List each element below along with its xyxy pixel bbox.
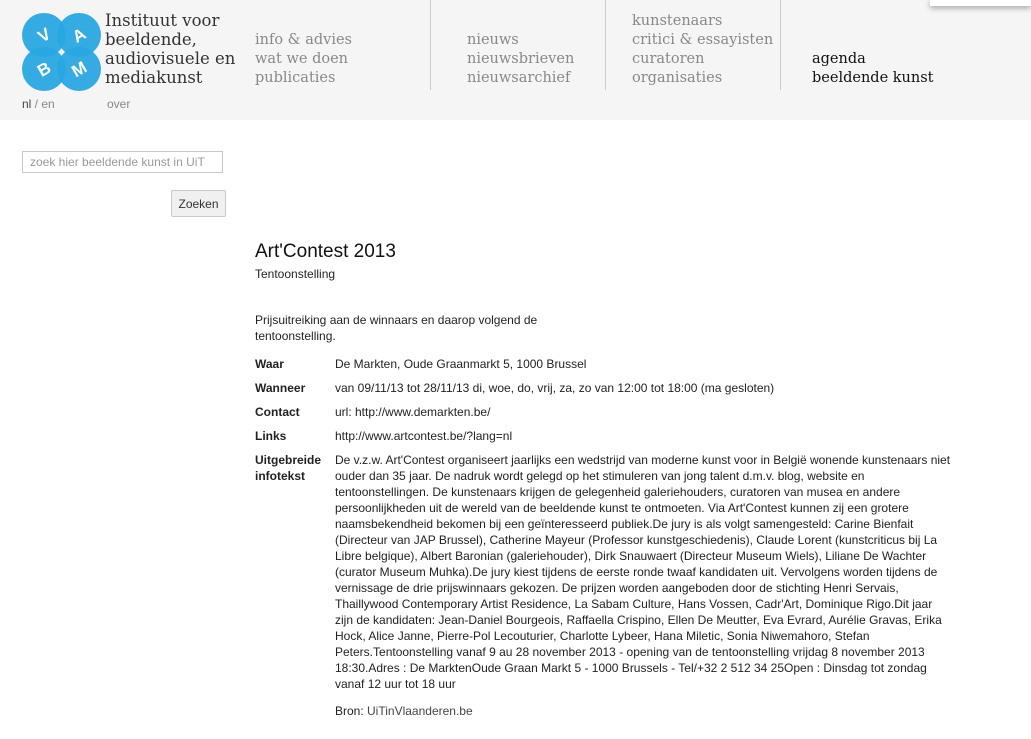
info-line: Peters.Tentoonstelling vanaf 9 au 28 november 2013 - opening van de tentoonstelling vrijdag 8 november 2013 — [335, 645, 925, 659]
nav-item-critici[interactable]: critici & essayisten — [632, 32, 774, 48]
over-link[interactable]: over — [107, 97, 131, 111]
lang-nl[interactable]: nl — [22, 97, 32, 111]
intro-line: tentoonstelling. — [255, 329, 336, 343]
logo-letter-m: M — [68, 57, 91, 82]
logo-line: mediakunst — [105, 68, 203, 87]
info-line: vernissage de drie prijswinnaars gekozen. De prijzen worden aangeboden door de stichting Henri Servais, — [335, 581, 899, 595]
nav-item-nieuws[interactable]: nieuws — [467, 32, 519, 48]
bron-link[interactable]: UiTinVlaanderen.be — [367, 704, 473, 718]
info-line: 18:30.Adres : De MarktenOude Graan Markt 5 - 1000 Brussels - Tel/+32 2 512 34 25Open : Dinsdag tot zondag — [335, 661, 927, 675]
info-line: De v.z.w. Art'Contest organiseert jaarlijks een wedstrijd van moderne kunst voor in België wonende kunstenaars niet — [335, 453, 951, 467]
nav-column-nieuws — [467, 31, 574, 88]
window-tab-edge — [930, 0, 1031, 6]
bam-logo[interactable] — [22, 13, 102, 91]
event-title: Art'Contest 2013 — [255, 241, 396, 262]
links-label: Links — [255, 429, 287, 443]
label-line: infotekst — [255, 469, 306, 483]
lang-separator: / — [31, 97, 42, 111]
info-line: tentoonstellingen. De kunstenaars krijgen de gelegenheid galeriehouders, curatoren van musea en andere — [335, 485, 901, 499]
nav-item-nieuwsarchief[interactable]: nieuwsarchief — [467, 70, 571, 86]
info-line: Libre belgique), Albert Baronian (galeriehouder), Dirk Snauwaert (Directeur Museum Wiels), Liliane De Wachter — [335, 549, 927, 563]
logo-letter-v: V — [34, 24, 54, 47]
logo-wordmark[interactable] — [105, 11, 245, 87]
nav-divider — [430, 0, 431, 90]
logo-line: audiovisuele en — [105, 49, 236, 68]
links-value[interactable]: http://www.artcontest.be/?lang=nl — [335, 429, 513, 443]
info-line: (Directeur van JAP Brussel), Catherine Mayeur (Professor kunstgeschiedenis), Claude Lorent (kunstcriticus bij La — [335, 533, 938, 547]
wanneer-value: van 09/11/13 tot 28/11/13 di, woe, do, vrij, za, zo van 12:00 tot 18:00 (ma gesloten) — [335, 381, 775, 395]
info-line: zijn de kandidaten: Jean-Daniel Bourgeois, Raffaella Crispino, Ellen De Meutter, Eva Evrard, Aurélie Gravas, Erika — [335, 613, 942, 627]
logo-letter-a: A — [69, 24, 90, 47]
waar-value: De Markten, Oude Graanmarkt 5, 1000 Brussel — [335, 357, 587, 371]
event-type: Tentoonstelling — [255, 267, 336, 281]
info-line: Thaillywood Contemporary Artist Residence, La Sabam Culture, Hans Vossen, Cadr'Art, Dominique Rigo.Dit jaar — [335, 597, 933, 611]
nav-item-publicaties[interactable]: publicaties — [255, 70, 336, 86]
nav-item-info-advies[interactable]: info & advies — [255, 32, 352, 48]
logo-letter-b: B — [34, 58, 55, 81]
lang-en[interactable]: en — [41, 97, 55, 111]
nav-column-info — [255, 31, 352, 88]
nav-item-nieuwsbrieven[interactable]: nieuwsbrieven — [467, 51, 575, 67]
nav-item-agenda[interactable]: agenda — [812, 51, 866, 67]
bron-label: Bron: — [335, 704, 368, 718]
intro-line: Prijsuitreiking aan de winnaars en daarop volgend de — [255, 313, 538, 327]
contact-value[interactable]: url: http://www.demarkten.be/ — [335, 405, 491, 419]
info-line: Hock, Alice Janne, Pierre-Pol Lecouturier, Charlotte Lybeer, Hana Miletic, Sonia Niwemahoro, Stefan — [335, 629, 870, 643]
uitgebreide-infotekst-label — [255, 452, 321, 484]
contact-label: Contact — [255, 405, 300, 419]
language-switcher — [22, 97, 55, 111]
search-button[interactable]: Zoeken — [171, 190, 226, 217]
info-line: naamsbekendheid bekomen bij een geïnteresseerd publiek.De jury is als volgt samengesteld: Carine Bienfait — [335, 517, 914, 531]
nav-item-curatoren[interactable]: curatoren — [632, 51, 705, 67]
info-line: vanaf 12 uur tot 18 uur — [335, 677, 456, 691]
nav-column-agenda — [812, 50, 934, 88]
nav-item-beeldende-kunst[interactable]: beeldende kunst — [812, 70, 934, 86]
bron-line — [335, 704, 473, 718]
nav-item-organisaties[interactable]: organisaties — [632, 70, 723, 86]
waar-label: Waar — [255, 357, 284, 371]
uitgebreide-infotekst — [335, 452, 955, 692]
nav-item-wat-we-doen[interactable]: wat we doen — [255, 51, 349, 67]
nav-item-kunstenaars[interactable]: kunstenaars — [632, 13, 723, 29]
logo-line: beeldende, — [105, 30, 197, 49]
event-intro — [255, 312, 555, 344]
search-input[interactable] — [22, 151, 223, 173]
label-line: Uitgebreide — [255, 453, 322, 467]
info-line: ouder dan 35 jaar. De nadruk wordt gelegd op het stimuleren van jong talent d.m.v. blog, website en — [335, 469, 865, 483]
info-line: (curator Museum Muhka).De jury kiest tijdens de eerste ronde twaaf kandidaten uit. Vervolgens worden tijdens de — [335, 565, 938, 579]
nav-divider — [605, 0, 606, 90]
info-line: persoonlijkheden uit de wereld van de beeldende kunst te ontmoeten. Via Art'Contest kunnen zij een grotere — [335, 501, 909, 515]
nav-column-kunstenaars — [632, 12, 773, 88]
nav-divider — [780, 0, 781, 90]
wanneer-label: Wanneer — [255, 381, 306, 395]
logo-line: Instituut voor — [105, 11, 220, 30]
